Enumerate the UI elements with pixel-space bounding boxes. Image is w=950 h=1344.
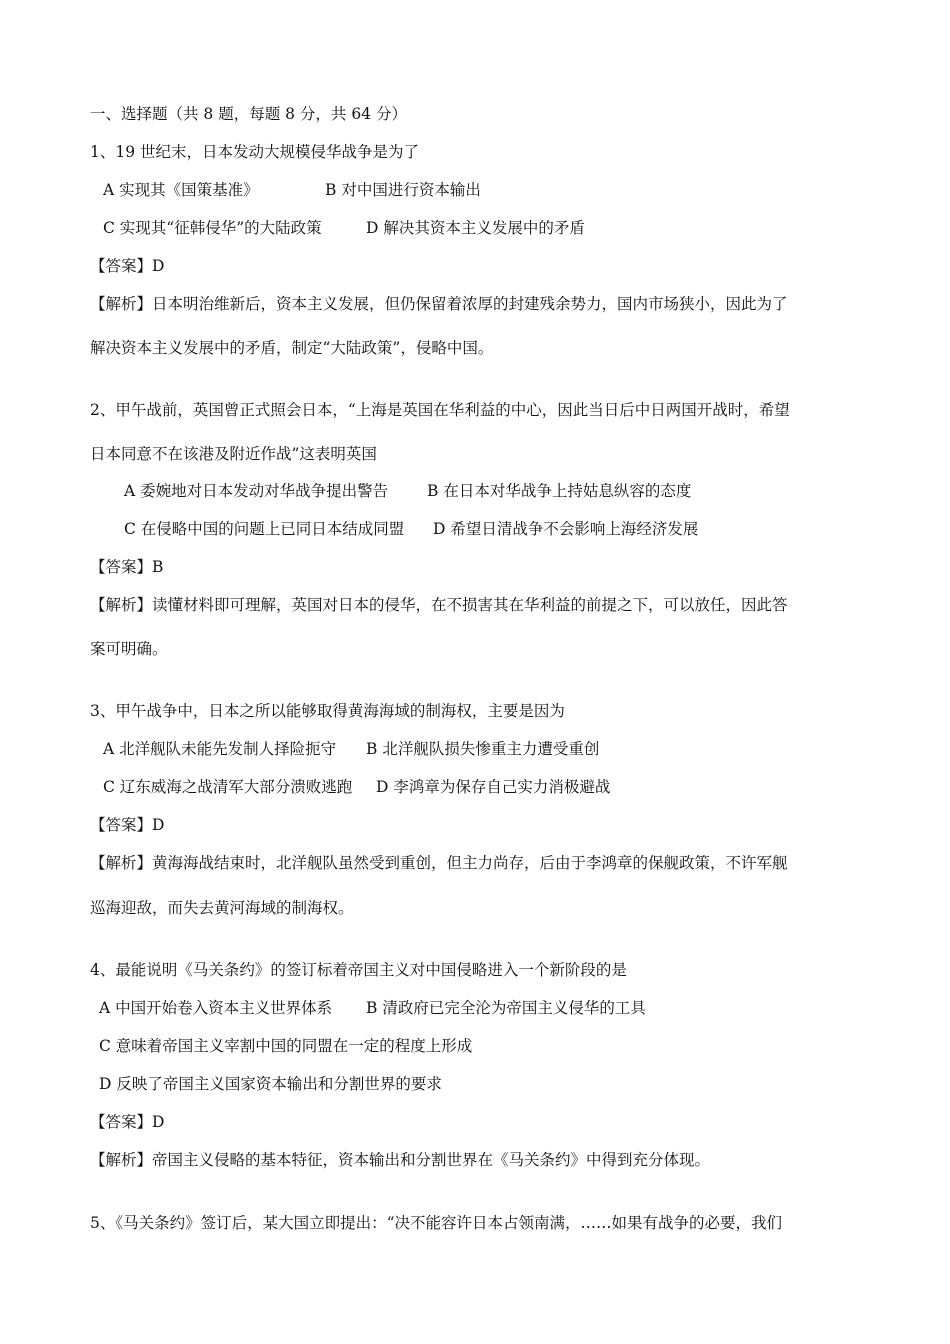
question-4-analysis: 【解析】帝国主义侵略的基本特征，资本输出和分割世界在《马关条约》中得到充分体现。: [90, 1151, 711, 1169]
question-2-answer: 【答案】B: [90, 558, 164, 576]
question-2-analysis-line-1: 【解析】读懂材料即可理解，英国对日本的侵华，在不损害其在华利益的前提之下，可以放任，因此答: [90, 596, 788, 614]
question-3-option-d: D 李鸿章为保存自己实力消极避战: [376, 778, 611, 796]
question-4-option-a: A 中国开始卷入资本主义世界体系: [99, 999, 333, 1017]
question-3-analysis-line-1: 【解析】黄海海战结束时，北洋舰队虽然受到重创，但主力尚存，后由于李鸿章的保舰政策，不许军舰: [90, 854, 788, 872]
question-3-option-c: C 辽东威海之战清军大部分溃败逃跑: [103, 778, 353, 796]
question-1-option-c: C 实现其“征韩侵华”的大陆政策: [103, 219, 322, 237]
question-1-option-b: B 对中国进行资本输出: [325, 181, 481, 199]
question-4-option-b: B 清政府已完全沦为帝国主义侵华的工具: [366, 999, 646, 1017]
question-4-option-d: D 反映了帝国主义国家资本输出和分割世界的要求: [99, 1075, 442, 1093]
question-2-option-a: A 委婉地对日本发动对华战争提出警告: [124, 482, 389, 500]
question-1-answer: 【答案】D: [90, 257, 165, 275]
question-3-option-b: B 北洋舰队损失惨重主力遭受重创: [366, 740, 600, 758]
question-2-option-d: D 希望日清战争不会影响上海经济发展: [433, 520, 699, 538]
question-1-analysis-line-1: 【解析】日本明治维新后，资本主义发展，但仍保留着浓厚的封建残余势力，国内市场狭小，因此为了: [90, 295, 788, 313]
question-3-option-a: A 北洋舰队未能先发制人择险扼守: [103, 740, 337, 758]
question-2-option-c: C 在侵略中国的问题上已同日本结成同盟: [124, 520, 405, 538]
question-1-option-d: D 解决其资本主义发展中的矛盾: [366, 219, 585, 237]
question-1-stem: 1、19 世纪末，日本发动大规模侵华战争是为了: [90, 143, 420, 161]
question-3-analysis-line-2: 巡海迎敌，而失去黄河海域的制海权。: [90, 899, 354, 917]
question-4-option-c: C 意味着帝国主义宰割中国的同盟在一定的程度上形成: [99, 1037, 473, 1055]
question-2-stem-line-2: 日本同意不在该港及附近作战”这表明英国: [90, 445, 377, 463]
question-1-analysis-line-2: 解决资本主义发展中的矛盾，制定“大陆政策”，侵略中国。: [90, 339, 494, 357]
question-4-stem: 4、最能说明《马关条约》的签订标着帝国主义对中国侵略进入一个新阶段的是: [90, 961, 627, 979]
question-2-stem-line-1: 2、甲午战前，英国曾正式照会日本，“上海是英国在华利益的中心，因此当日后中日两国开战时，希望: [90, 401, 790, 419]
section-title: 一、选择题（共 8 题，每题 8 分，共 64 分）: [90, 105, 408, 123]
question-2-option-b: B 在日本对华战争上持姑息纵容的态度: [427, 482, 692, 500]
question-4-answer: 【答案】D: [90, 1113, 165, 1131]
question-2-analysis-line-2: 案可明确。: [90, 640, 168, 658]
question-1-option-a: A 实现其《国策基准》: [103, 181, 259, 199]
question-3-answer: 【答案】D: [90, 816, 165, 834]
question-5-stem: 5、《马关条约》签订后，某大国立即提出：“决不能容许日本占领南满，……如果有战争的必要，我们: [90, 1214, 783, 1232]
question-3-stem: 3、甲午战争中，日本之所以能够取得黄海海域的制海权，主要是因为: [90, 702, 565, 720]
